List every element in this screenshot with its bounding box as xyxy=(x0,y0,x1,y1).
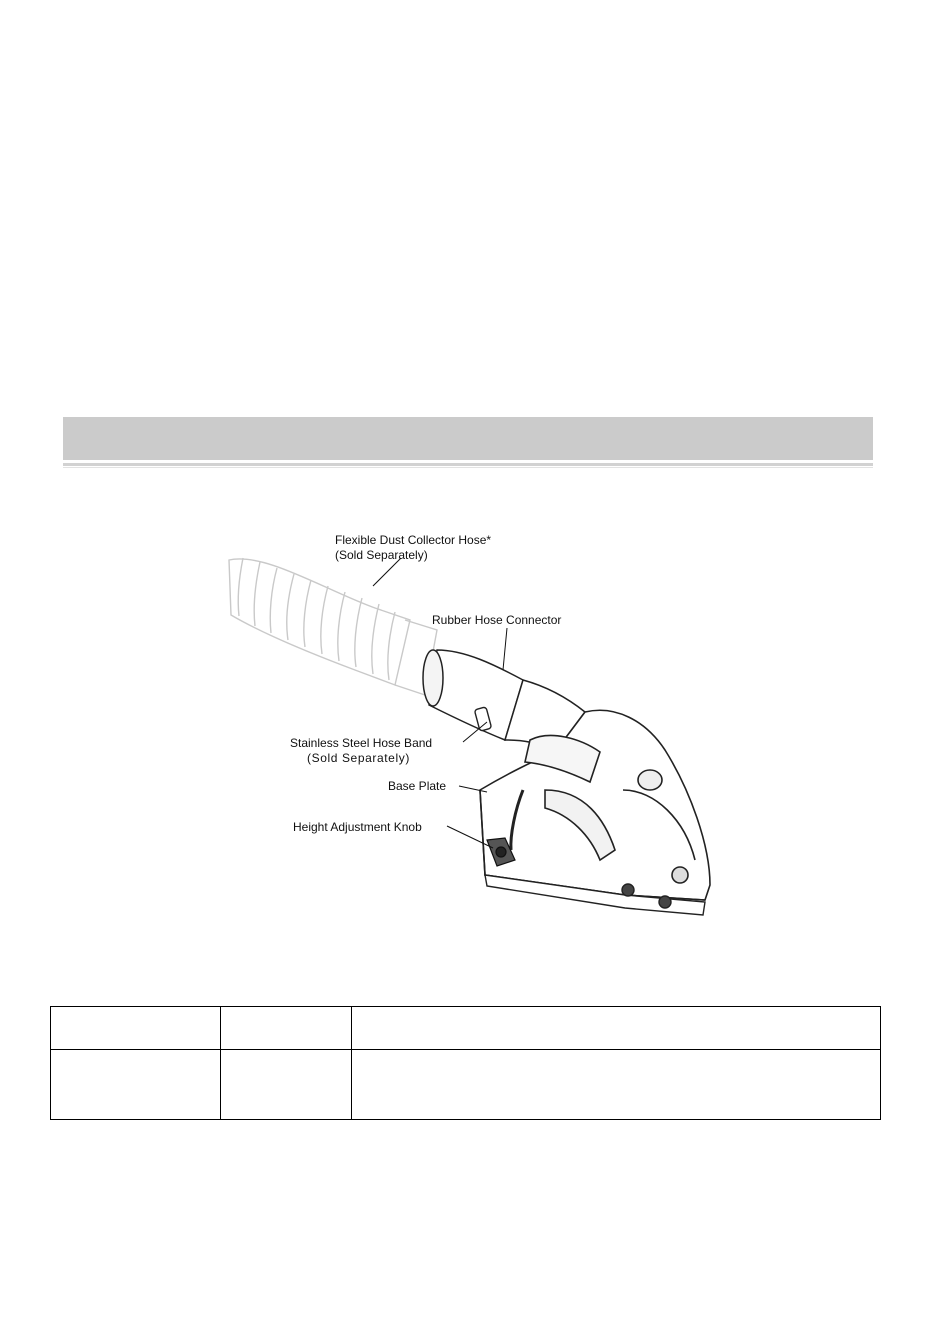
section-header-bar xyxy=(63,417,873,460)
dust-shroud-illustration xyxy=(205,490,727,928)
callout-hose: Flexible Dust Collector Hose* xyxy=(335,533,492,547)
table-cell xyxy=(352,1007,881,1050)
section-divider xyxy=(63,463,873,466)
callout-base-plate: Base Plate xyxy=(388,779,447,793)
callout-rubber-connector: Rubber Hose Connector xyxy=(432,613,562,627)
callout-hose-band-note: (Sold Separately) xyxy=(307,751,410,765)
table-cell xyxy=(221,1007,352,1050)
table-cell xyxy=(51,1050,221,1120)
flexible-hose-drawing xyxy=(229,558,437,695)
section-divider-thin xyxy=(63,467,873,468)
spec-table xyxy=(50,1006,881,1120)
table-cell xyxy=(51,1007,221,1050)
product-diagram xyxy=(205,490,727,928)
table-row xyxy=(51,1007,881,1050)
callout-hose-band: Stainless Steel Hose Band xyxy=(290,736,433,750)
table-cell xyxy=(221,1050,352,1120)
table-cell xyxy=(352,1050,881,1120)
callout-height-knob: Height Adjustment Knob xyxy=(293,820,422,834)
callout-hose-note: (Sold Separately) xyxy=(335,548,428,562)
table-row xyxy=(51,1050,881,1120)
